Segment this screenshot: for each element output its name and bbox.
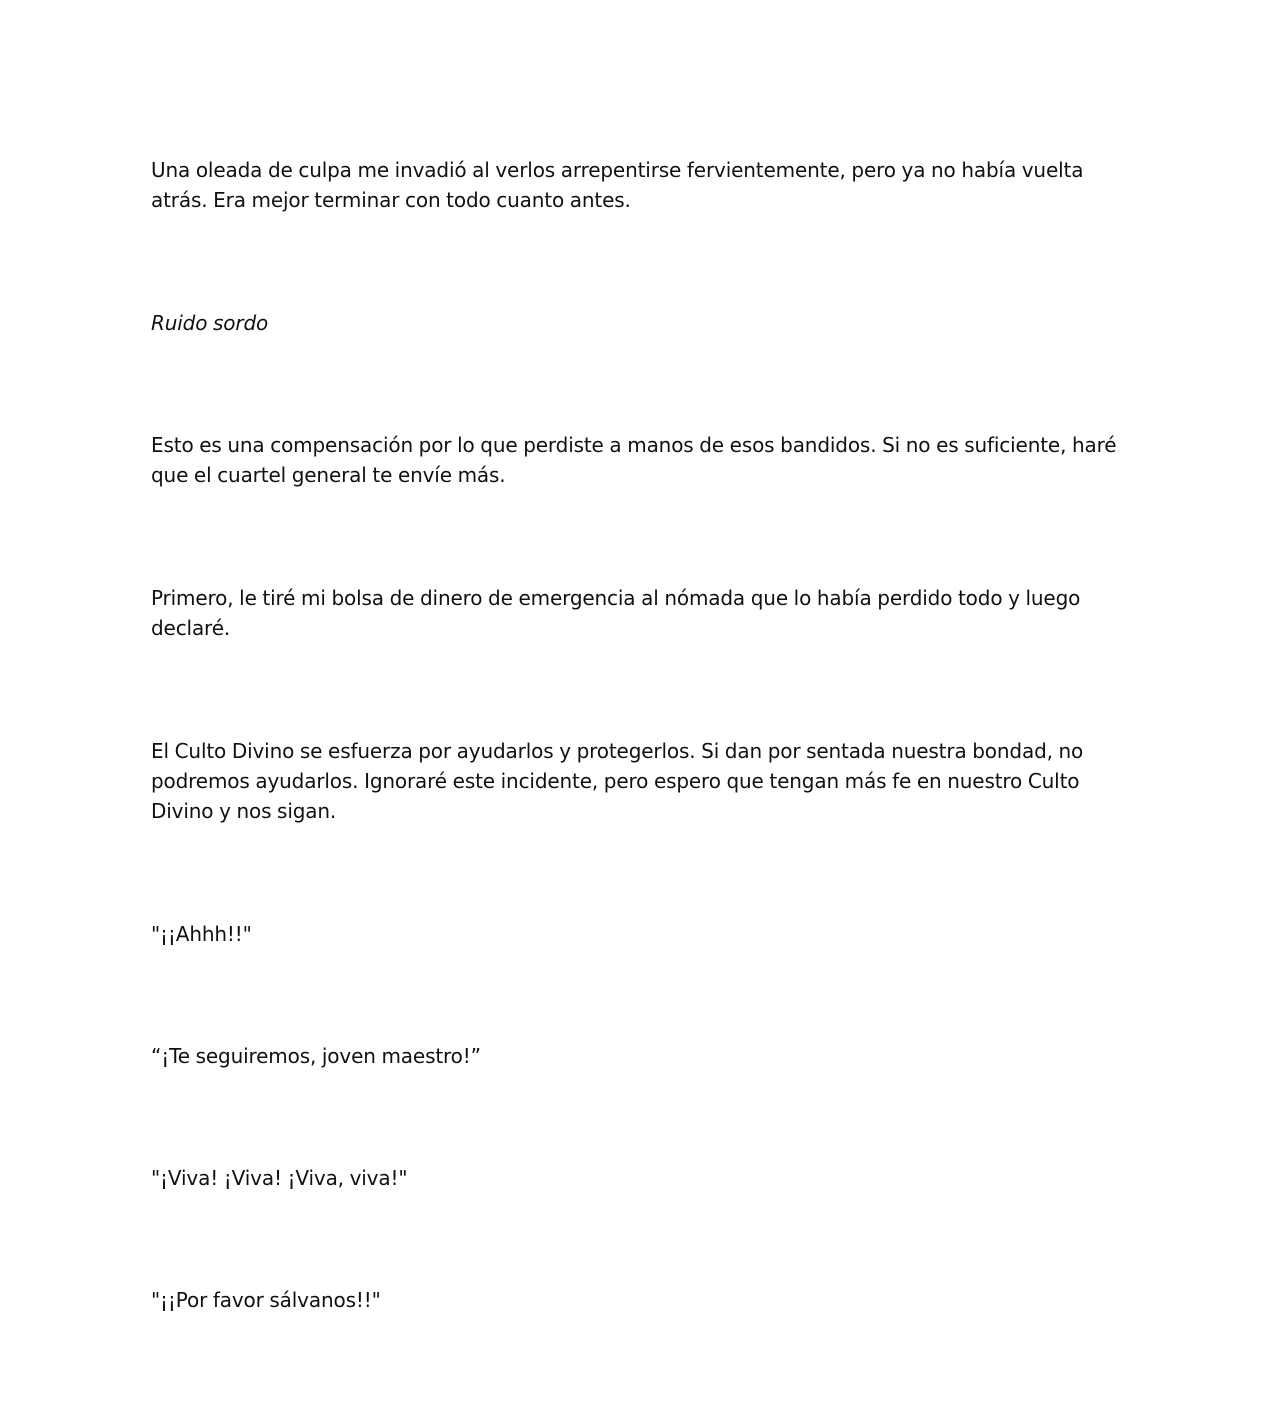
paragraph-ahhh: "¡¡Ahhh!!"	[151, 922, 252, 946]
paragraph-save-us: "¡¡Por favor sálvanos!!"	[151, 1288, 381, 1312]
paragraph-viva: "¡Viva! ¡Viva! ¡Viva, viva!"	[151, 1166, 408, 1190]
paragraph-guilt: Una oleada de culpa me invadió al verlos arrepentirse fervientemente, pero ya no había vuelta atrás. Era mejor terminar con todo cuanto antes.	[151, 158, 1084, 212]
paragraph-compensation: Esto es una compensación por lo que perdiste a manos de esos bandidos. Si no es suficiente, haré que el cuartel general te envíe más.	[151, 433, 1117, 487]
paragraph-sound-effect: Ruido sordo	[151, 311, 269, 335]
paragraph-follow-master: “¡Te seguiremos, joven maestro!”	[151, 1044, 481, 1068]
paragraph-money-bag: Primero, le tiré mi bolsa de dinero de emergencia al nómada que lo había perdido todo y luego declaré.	[151, 586, 1081, 640]
paragraph-divine-cult: El Culto Divino se esfuerza por ayudarlos y protegerlos. Si dan por sentada nuestra bondad, no podremos ayudarlos. Ignoraré este incidente, pero espero que tengan más fe en nuestro Culto Divino y nos sigan.	[151, 739, 1084, 823]
